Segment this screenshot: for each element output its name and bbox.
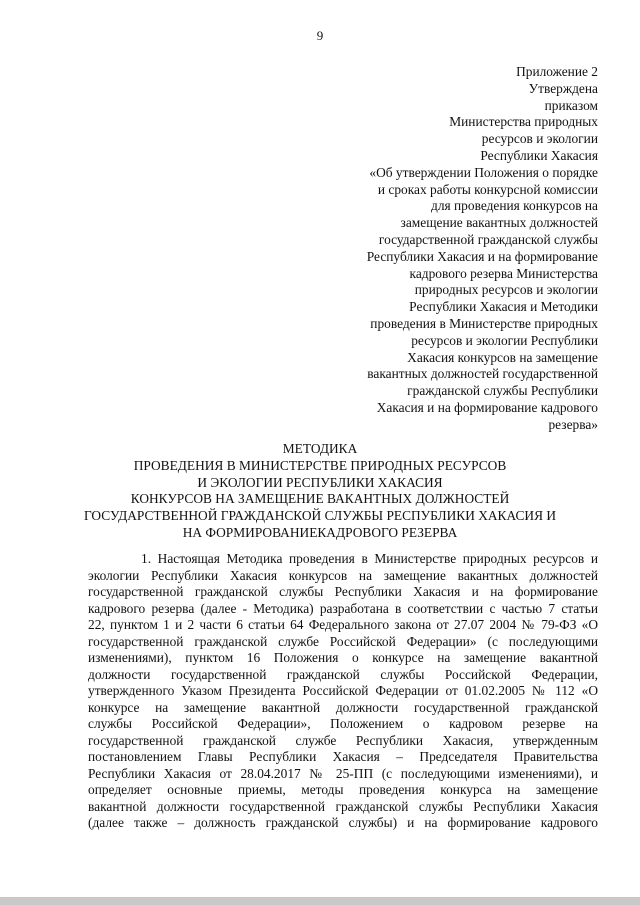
appendix-line: «Об утверждении Положения о порядке xyxy=(369,164,598,180)
body-line: постановлением Главы Республики Хакасия – Председателя Правительства xyxy=(88,749,598,764)
appendix-line: вакантных должностей государственной xyxy=(367,366,598,382)
body-line: утвержденного Указом Президента Российской Федерации от 01.02.2005 № 112 «О xyxy=(88,683,598,698)
appendix-line: ресурсов и экологии Республики xyxy=(411,332,598,348)
appendix-line: государственной гражданской службы xyxy=(378,231,598,247)
appendix-line: и сроках работы конкурсной комиссии xyxy=(377,181,598,197)
body-line: экологии Республики Хакасия конкурсов на замещение вакантных должностей xyxy=(88,567,598,583)
body-line: должности государственной гражданской службы Российской Федерации, xyxy=(88,666,598,682)
body-line: 1. Настоящая Методика проведения в Министерстве природных ресурсов и xyxy=(141,551,598,566)
appendix-approval-block xyxy=(318,64,598,434)
appendix-line: ресурсов и экологии xyxy=(481,131,598,147)
title-line: МЕТОДИКА xyxy=(282,441,358,456)
appendix-line: Республики Хакасия xyxy=(480,147,598,163)
appendix-line: резерва» xyxy=(548,416,598,432)
title-line: И ЭКОЛОГИИ РЕСПУБЛИКИ ХАКАСИЯ xyxy=(197,474,443,490)
appendix-line: для проведения конкурсов на xyxy=(431,198,598,214)
body-line: государственной гражданской службе Республики Хакасия, утвержденным xyxy=(88,732,598,748)
body-line: (далее также – должность гражданской службы) и на формирование кадрового xyxy=(88,815,598,830)
body-line: кадрового резерва (далее - Методика) разработана в соответствии с частью 7 статьи xyxy=(88,600,598,616)
body-line: изменениями), пунктом 16 Положения о конкурсе на замещение вакантной xyxy=(88,650,598,665)
body-line: 22, пунктом 1 и 2 части 6 статьи 64 Федерального закона от 27.07 2004 № 79-ФЗ «О xyxy=(88,617,598,632)
body-line: государственной гражданской службы Республики Хакасия и на формирование xyxy=(88,584,598,599)
body-paragraph xyxy=(88,551,598,832)
appendix-line: замещение вакантных должностей xyxy=(400,215,598,231)
body-line: определяет основные приемы, методы проведения конкурса на замещение xyxy=(88,782,598,797)
appendix-line: Хакасия конкурсов на замещение xyxy=(407,349,598,365)
body-line: службы Российской Федерации», Положением о кадровом резерве на xyxy=(88,716,598,731)
title-line: НА ФОРМИРОВАНИЕКАДРОВОГО РЕЗЕРВА xyxy=(182,524,458,540)
title-line: КОНКУРСОВ НА ЗАМЕЩЕНИЕ ВАКАНТНЫХ ДОЛЖНОСТЕЙ xyxy=(130,491,510,507)
title-line: ГОСУДАРСТВЕННОЙ ГРАЖДАНСКОЙ СЛУЖБЫ РЕСПУБЛИКИ ХАКАСИЯ И xyxy=(83,508,557,524)
page-number: 9 xyxy=(316,28,324,43)
appendix-line: гражданской службы Республики xyxy=(407,383,598,399)
appendix-line: Республики Хакасия и Методики xyxy=(409,299,598,315)
appendix-line: Хакасия и на формирование кадрового xyxy=(376,399,598,415)
document-title xyxy=(0,441,640,542)
appendix-line: Приложение 2 xyxy=(516,64,598,79)
body-line: вакантной должности государственной гражданской службы Республики Хакасия xyxy=(88,798,598,814)
body-line: Республики Хакасия от 28.04.2017 № 25-ПП (с последующими изменениями), и xyxy=(88,765,598,781)
appendix-line: Утверждена xyxy=(528,80,598,96)
body-line: конкурсе на замещение вакантной должности государственной гражданской xyxy=(88,699,598,715)
body-line: государственной гражданской службе Российской Федерации» (с последующими xyxy=(88,633,598,649)
appendix-line: проведения в Министерстве природных xyxy=(370,315,598,331)
appendix-line: кадрового резерва Министерства xyxy=(409,265,598,281)
appendix-line: приказом xyxy=(544,97,598,113)
page-bottom-edge xyxy=(0,897,640,905)
appendix-line: природных ресурсов и экологии xyxy=(414,282,598,298)
appendix-line: Министерства природных xyxy=(449,114,598,130)
appendix-line: Республики Хакасия и на формирование xyxy=(366,248,598,264)
title-line: ПРОВЕДЕНИЯ В МИНИСТЕРСТВЕ ПРИРОДНЫХ РЕСУРСОВ xyxy=(133,457,507,473)
